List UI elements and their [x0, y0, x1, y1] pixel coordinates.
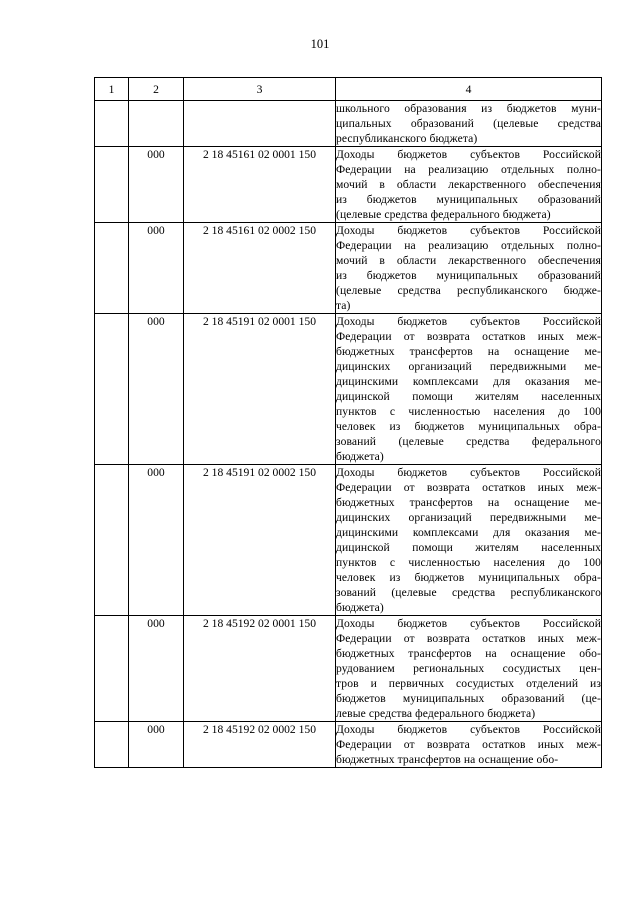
admin-code-cell: 000	[129, 465, 184, 616]
description-line: пунктов с численностью населения до 100	[336, 405, 601, 418]
description-line: бюджетов муниципальных образований (це-	[336, 692, 601, 705]
description-line: Доходы бюджетов субъектов Российской	[336, 723, 601, 736]
column-1-cell	[95, 314, 129, 465]
table-row	[95, 314, 602, 465]
column-1-cell	[95, 223, 129, 314]
table-row	[95, 101, 602, 147]
table-row	[95, 223, 602, 314]
description-line: бюджетных трансфертов на оснащение ме-	[336, 496, 601, 509]
description-line: ципальных образований (целевые средства	[336, 117, 601, 130]
revenue-description-cell	[336, 722, 602, 768]
description-line: Доходы бюджетов субъектов Российской	[336, 617, 601, 630]
admin-code-cell: 000	[129, 314, 184, 465]
description-line: мочий в области лекарственного обеспечения	[336, 254, 601, 267]
description-line: человек из бюджетов муниципальных обра-	[336, 571, 601, 584]
description-line: из бюджетов муниципальных образований	[336, 269, 601, 282]
classification-code-cell: 2 18 45161 02 0002 150	[184, 223, 336, 314]
description-line: Федерации от возврата остатков иных меж-	[336, 738, 601, 751]
description-line: та)	[336, 299, 351, 312]
table-row	[95, 465, 602, 616]
admin-code-cell: 000	[129, 223, 184, 314]
description-line: дицинских организаций передвижными ме-	[336, 360, 601, 373]
admin-code-cell: 000	[129, 147, 184, 223]
description-line: левые средства федерального бюджета)	[336, 707, 536, 720]
description-line: мочий в области лекарственного обеспечения	[336, 178, 601, 191]
revenue-description-cell	[336, 223, 602, 314]
column-header-3: 3	[184, 78, 336, 101]
column-1-cell	[95, 101, 129, 147]
classification-code-cell: 2 18 45192 02 0002 150	[184, 722, 336, 768]
description-line: бюджетных трансфертов на оснащение обо-	[336, 647, 601, 660]
description-line: дицинской помощи жителям населенных	[336, 541, 601, 554]
column-1-cell	[95, 147, 129, 223]
column-header-4: 4	[336, 78, 602, 101]
revenue-description-cell	[336, 465, 602, 616]
description-line: бюджета)	[336, 450, 384, 463]
budget-revenue-table	[94, 77, 602, 768]
description-line: бюджетных трансфертов на оснащение ме-	[336, 345, 601, 358]
description-line: Федерации от возврата остатков иных меж-	[336, 632, 601, 645]
description-line: Доходы бюджетов субъектов Российской	[336, 466, 601, 479]
table-row	[95, 147, 602, 223]
description-line: рудованием региональных сосудистых цен-	[336, 662, 601, 675]
table-row	[95, 616, 602, 722]
classification-code-cell: 2 18 45192 02 0001 150	[184, 616, 336, 722]
admin-code-cell: 000	[129, 616, 184, 722]
description-line: Федерации на реализацию отдельных полно-	[336, 239, 601, 252]
description-line: Федерации от возврата остатков иных меж-	[336, 330, 601, 343]
revenue-description-cell	[336, 101, 602, 147]
description-line: человек из бюджетов муниципальных обра-	[336, 420, 601, 433]
description-line: бюджета)	[336, 601, 384, 614]
table-header-row	[95, 78, 602, 101]
column-1-cell	[95, 616, 129, 722]
description-line: дицинскими комплексами для оказания ме-	[336, 526, 601, 539]
classification-code-cell: 2 18 45191 02 0002 150	[184, 465, 336, 616]
revenue-description-cell	[336, 616, 602, 722]
table-row	[95, 722, 602, 768]
admin-code-cell: 000	[129, 722, 184, 768]
description-line: бюджетных трансфертов на оснащение обо-	[336, 753, 559, 766]
description-line: дицинской помощи жителям населенных	[336, 390, 601, 403]
description-line: дицинскими комплексами для оказания ме-	[336, 375, 601, 388]
description-line: Федерации от возврата остатков иных меж-	[336, 481, 601, 494]
revenue-description-cell	[336, 314, 602, 465]
description-line: Доходы бюджетов субъектов Российской	[336, 224, 601, 237]
description-line: дицинских организаций передвижными ме-	[336, 511, 601, 524]
description-line: из бюджетов муниципальных образований	[336, 193, 601, 206]
column-1-cell	[95, 722, 129, 768]
description-line: школьного образования из бюджетов муни-	[336, 102, 601, 115]
column-1-cell	[95, 465, 129, 616]
description-line: республиканского бюджета)	[336, 132, 478, 145]
description-line: зований (целевые средства республиканского	[336, 586, 601, 599]
description-line: тров и первичных сосудистых отделений из	[336, 677, 601, 690]
description-line: пунктов с численностью населения до 100	[336, 556, 601, 569]
description-line: Доходы бюджетов субъектов Российской	[336, 315, 601, 328]
description-line: зований (целевые средства федерального	[336, 435, 601, 448]
admin-code-cell	[129, 101, 184, 147]
classification-code-cell: 2 18 45191 02 0001 150	[184, 314, 336, 465]
column-header-2: 2	[129, 78, 184, 101]
classification-code-cell	[184, 101, 336, 147]
description-line: (целевые средства республиканского бюдже-	[336, 284, 601, 297]
classification-code-cell: 2 18 45161 02 0001 150	[184, 147, 336, 223]
description-line: Федерации на реализацию отдельных полно-	[336, 163, 601, 176]
revenue-description-cell	[336, 147, 602, 223]
page-number: 101	[310, 37, 330, 51]
column-header-1: 1	[95, 78, 129, 101]
description-line: Доходы бюджетов субъектов Российской	[336, 148, 601, 161]
table-body	[95, 101, 602, 768]
description-line: (целевые средства федерального бюджета)	[336, 208, 551, 221]
